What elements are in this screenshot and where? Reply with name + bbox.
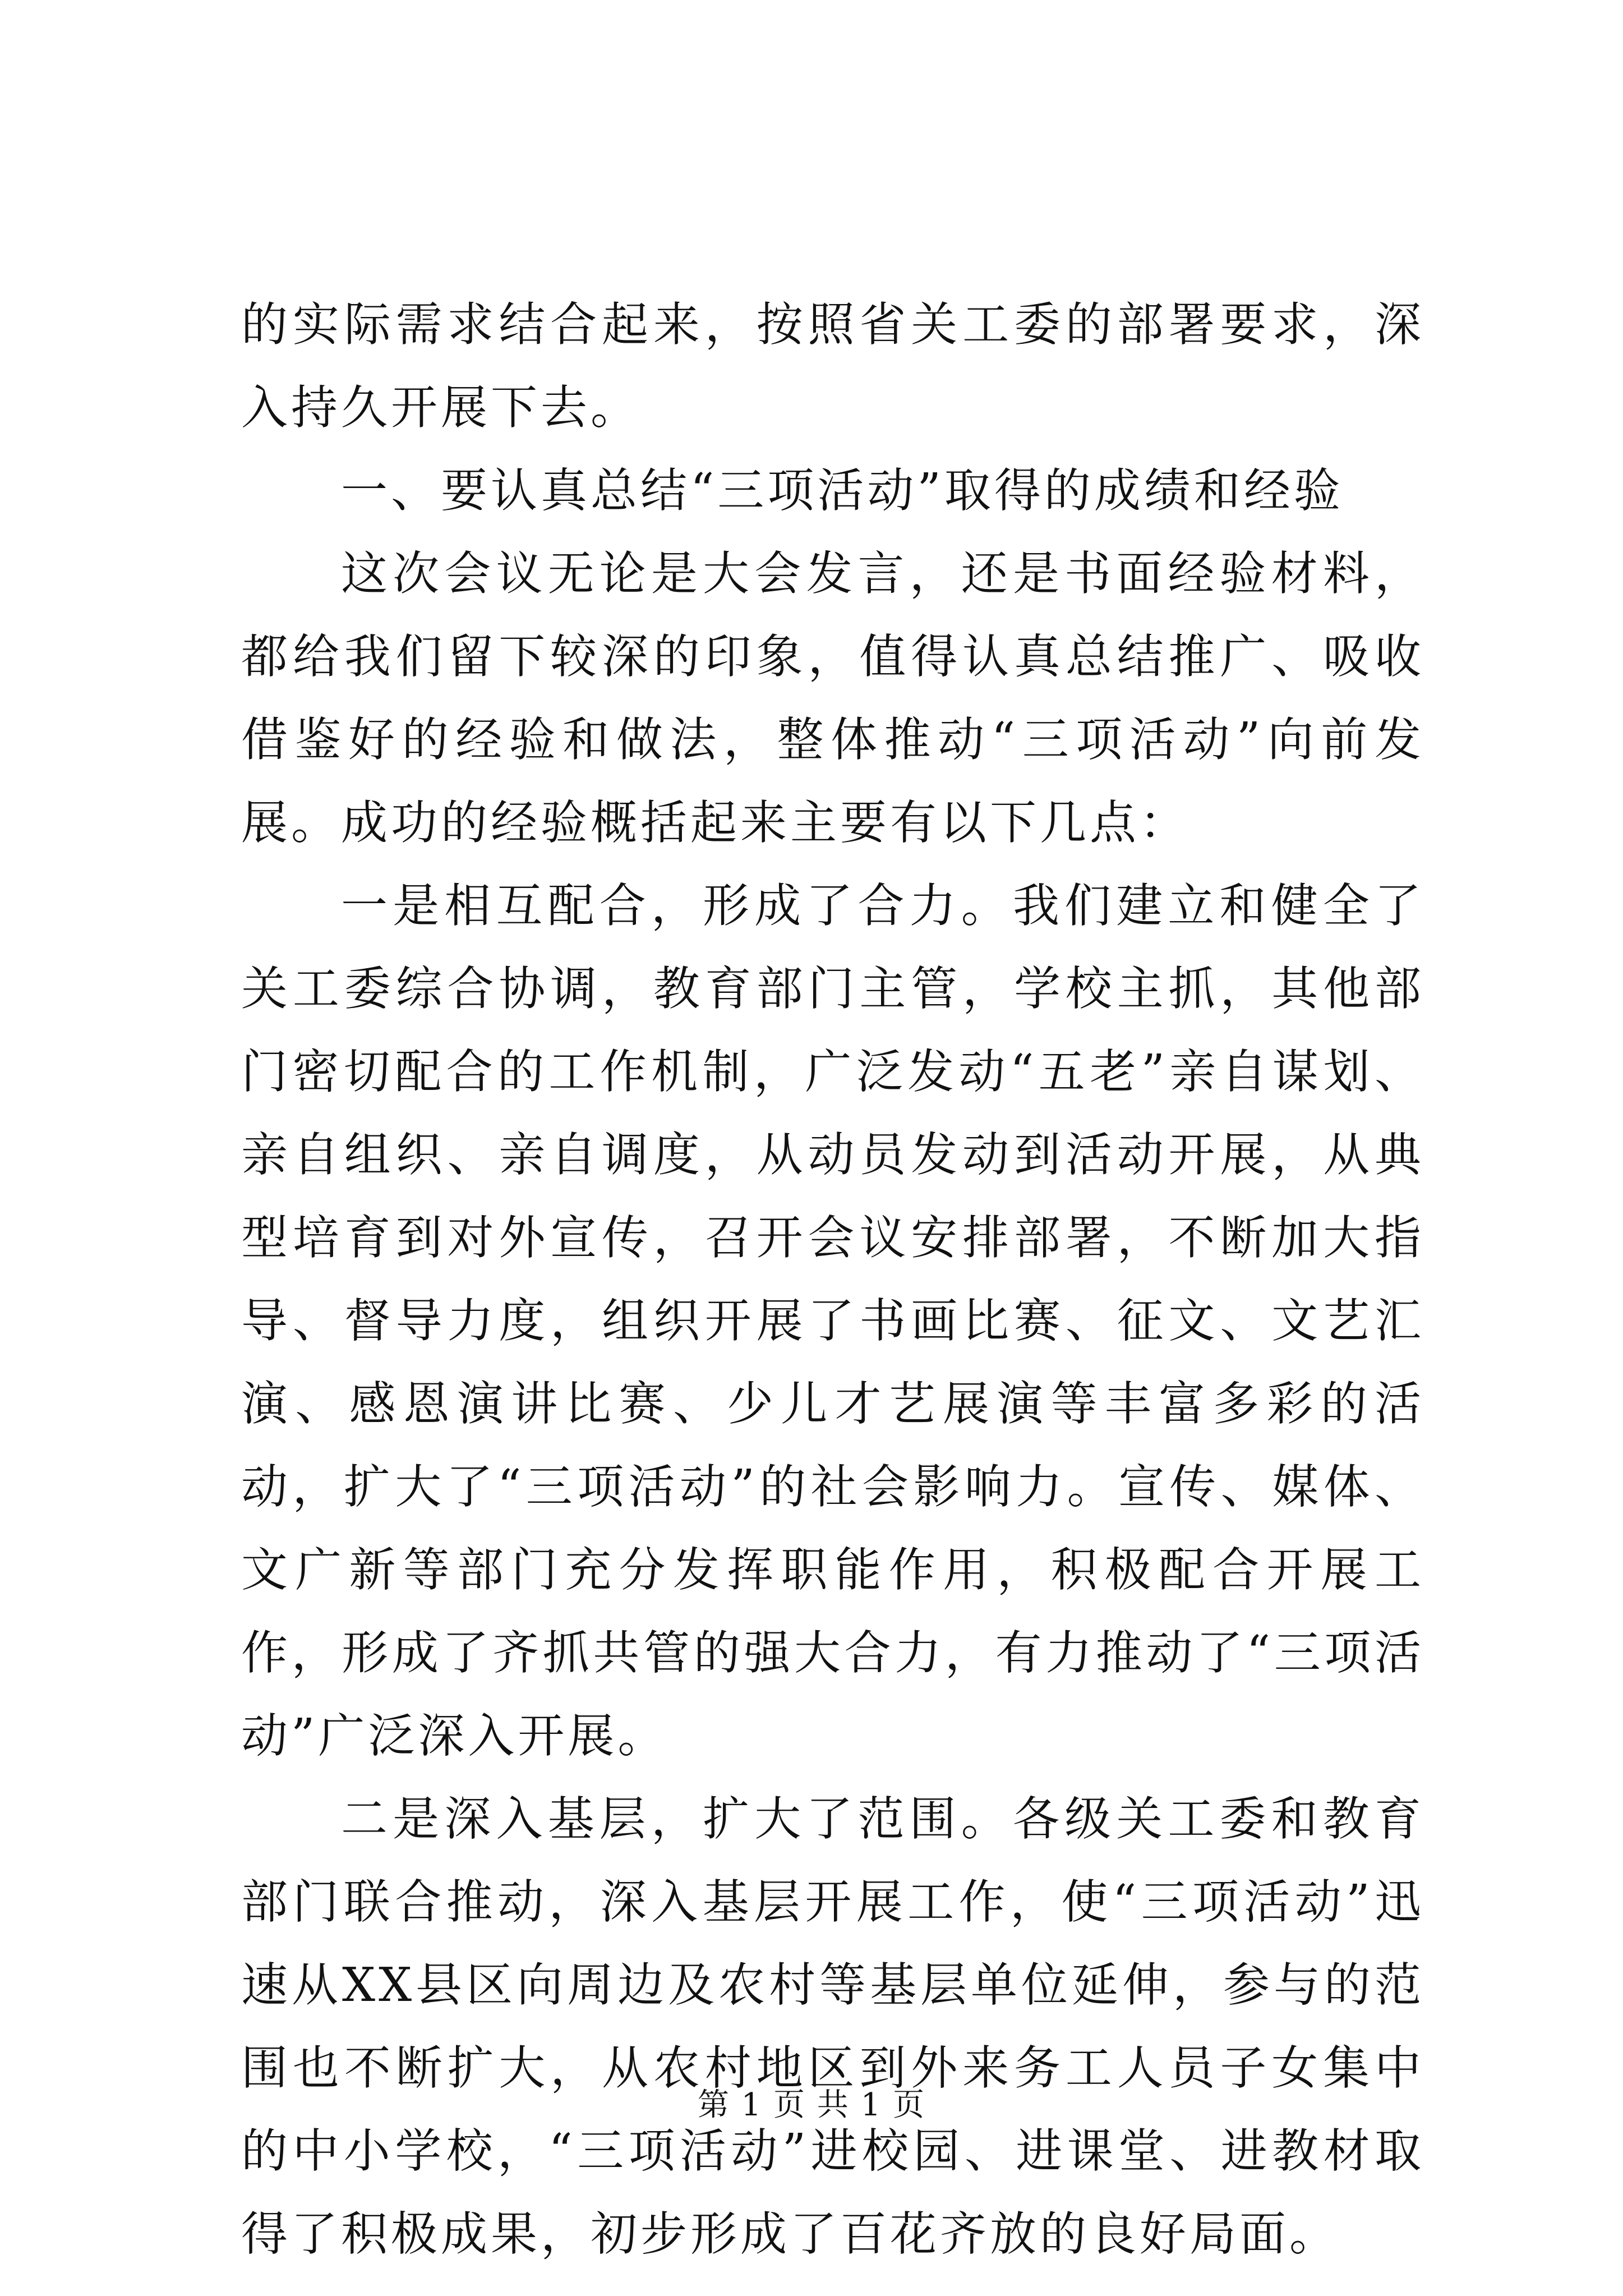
page-number-footer: 第 1 页 共 1 页 (697, 2087, 926, 2123)
document-body (241, 283, 1424, 2276)
paragraph-continuation: 的实际需求结合起来，按照省关工委的部署要求，深入持久开展下去。 (241, 297, 1424, 435)
paragraph-point-two: 二是深入基层，扩大了范围。各级关工委和教育部门联合推动，深入基层开展工作，使“三项活动”迅速从XX县区向周边及农村等基层单位延伸，参与的范围也不断扩大，从农村地区到外来务工人员子女集中的中小学校，“三项活动”进校园、进课堂、进教材取得了积极成果，初步形成了百花齐放的良好局面。 (241, 1792, 1424, 2261)
paragraph-intro: 这次会议无论是大会发言，还是书面经验材料，都给我们留下较深的印象，值得认真总结推广、吸收借鉴好的经验和做法，整体推动“三项活动”向前发展。成功的经验概括起来主要有以下几点： (241, 546, 1424, 850)
section-heading: 一、要认真总结“三项活动”取得的成绩和经验 (341, 463, 1344, 518)
paragraph-point-one: 一是相互配合，形成了合力。我们建立和健全了关工委综合协调，教育部门主管，学校主抓，其他部门密切配合的工作机制，广泛发动“五老”亲自谋划、亲自组织、亲自调度，从动员发动到活动开展，从典型培育到对外宣传，召开会议安排部署，不断加大指导、督导力度，组织开展了书画比赛、征文、文艺汇演、感恩演讲比赛、少儿才艺展演等丰富多彩的活动，扩大了“三项活动”的社会影响力。宣传、媒体、文广新等部门充分发挥职能作用，积极配合开展工作，形成了齐抓共管的强大合力，有力推动了“三项活动”广泛深入开展。 (241, 878, 1424, 1763)
